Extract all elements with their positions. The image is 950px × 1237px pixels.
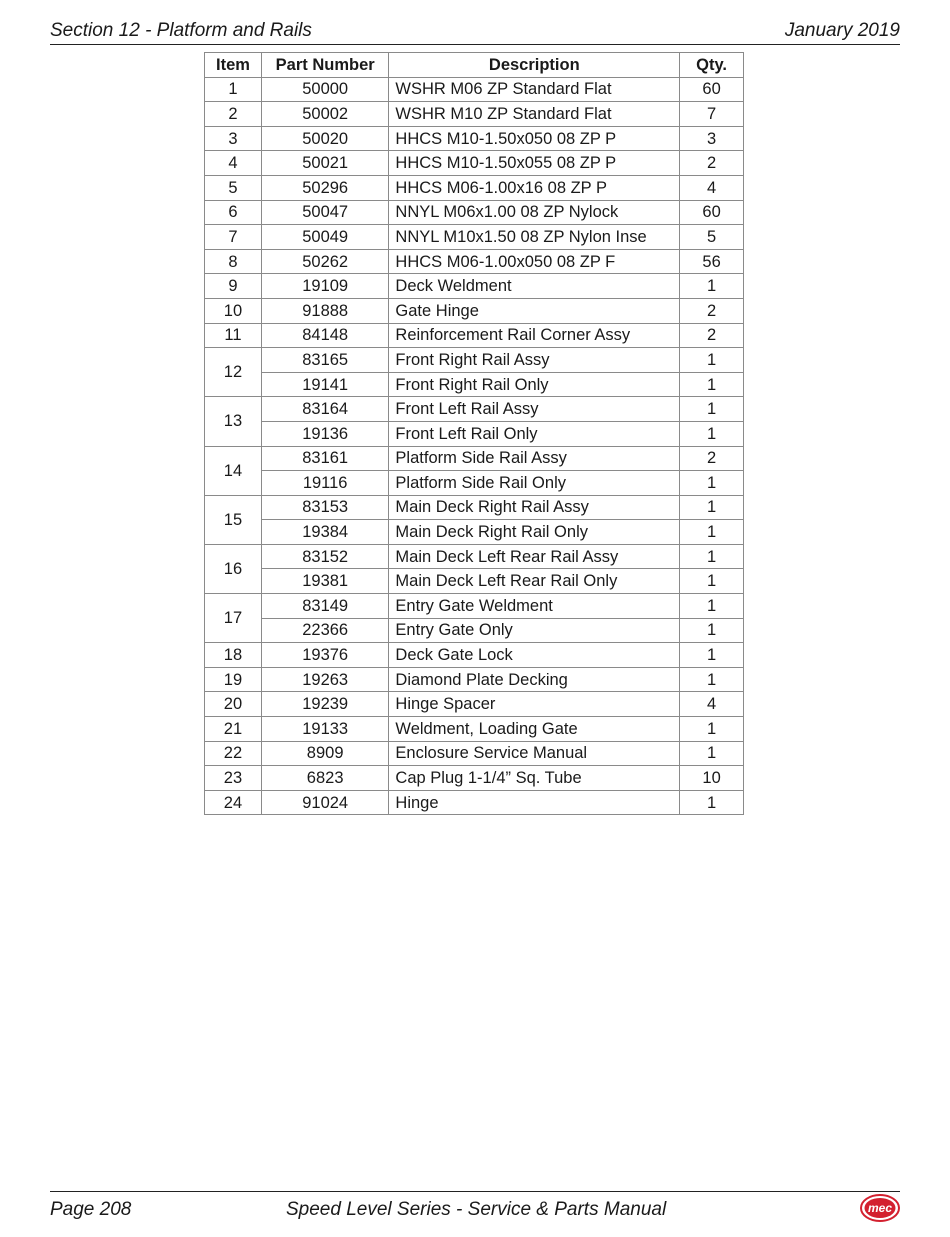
item-number-cell: 22 (205, 741, 262, 766)
quantity-cell: 4 (680, 175, 744, 200)
description-cell: Main Deck Left Rear Rail Assy (389, 544, 680, 569)
description-cell: NNYL M06x1.00 08 ZP Nylock (389, 200, 680, 225)
quantity-cell: 7 (680, 102, 744, 127)
description-cell: Hinge (389, 790, 680, 815)
item-number-cell: 6 (205, 200, 262, 225)
quantity-cell: 1 (680, 348, 744, 373)
table-row (205, 594, 744, 619)
part-number-cell: 91024 (261, 790, 389, 815)
quantity-cell: 4 (680, 692, 744, 717)
part-number-cell: 84148 (261, 323, 389, 348)
part-number-cell: 19116 (261, 471, 389, 496)
table-row (205, 618, 744, 643)
item-number-cell: 4 (205, 151, 262, 176)
part-number-cell: 19384 (261, 520, 389, 545)
item-number-cell: 17 (205, 594, 262, 643)
quantity-cell: 1 (680, 741, 744, 766)
quantity-cell: 1 (680, 372, 744, 397)
quantity-cell: 1 (680, 471, 744, 496)
item-number-cell: 24 (205, 790, 262, 815)
quantity-cell: 1 (680, 643, 744, 668)
item-number-cell: 10 (205, 298, 262, 323)
part-number-cell: 50002 (261, 102, 389, 127)
table-row (205, 249, 744, 274)
table-row (205, 495, 744, 520)
table-row (205, 200, 744, 225)
description-cell: Entry Gate Only (389, 618, 680, 643)
description-cell: HHCS M10-1.50x055 08 ZP P (389, 151, 680, 176)
quantity-cell: 10 (680, 766, 744, 791)
description-cell: Reinforcement Rail Corner Assy (389, 323, 680, 348)
part-number-cell: 50000 (261, 77, 389, 102)
table-row (205, 372, 744, 397)
part-number-cell: 19136 (261, 421, 389, 446)
table-row (205, 77, 744, 102)
table-row (205, 126, 744, 151)
description-cell: Deck Gate Lock (389, 643, 680, 668)
table-row (205, 446, 744, 471)
description-cell: Entry Gate Weldment (389, 594, 680, 619)
description-cell: Front Left Rail Only (389, 421, 680, 446)
description-cell: Weldment, Loading Gate (389, 717, 680, 742)
item-number-cell: 19 (205, 667, 262, 692)
column-header-description: Description (389, 53, 680, 78)
quantity-cell: 2 (680, 151, 744, 176)
part-number-cell: 50021 (261, 151, 389, 176)
part-number-cell: 83161 (261, 446, 389, 471)
description-cell: NNYL M10x1.50 08 ZP Nylon Inse (389, 225, 680, 250)
description-cell: Platform Side Rail Assy (389, 446, 680, 471)
quantity-cell: 1 (680, 790, 744, 815)
item-number-cell: 2 (205, 102, 262, 127)
description-cell: Main Deck Right Rail Only (389, 520, 680, 545)
quantity-cell: 1 (680, 717, 744, 742)
table-row (205, 717, 744, 742)
table-row (205, 397, 744, 422)
item-number-cell: 8 (205, 249, 262, 274)
table-row (205, 323, 744, 348)
item-number-cell: 15 (205, 495, 262, 544)
part-number-cell: 50049 (261, 225, 389, 250)
description-cell: Diamond Plate Decking (389, 667, 680, 692)
description-cell: Front Right Rail Only (389, 372, 680, 397)
table-row (205, 151, 744, 176)
quantity-cell: 1 (680, 397, 744, 422)
part-number-cell: 83149 (261, 594, 389, 619)
part-number-cell: 50020 (261, 126, 389, 151)
quantity-cell: 60 (680, 77, 744, 102)
item-number-cell: 14 (205, 446, 262, 495)
quantity-cell: 3 (680, 126, 744, 151)
mec-logo-icon (860, 1193, 900, 1223)
description-cell: WSHR M06 ZP Standard Flat (389, 77, 680, 102)
parts-table (204, 52, 744, 815)
table-row (205, 348, 744, 373)
description-cell: Main Deck Left Rear Rail Only (389, 569, 680, 594)
description-cell: Main Deck Right Rail Assy (389, 495, 680, 520)
description-cell: HHCS M06-1.00x050 08 ZP F (389, 249, 680, 274)
item-number-cell: 16 (205, 544, 262, 593)
page-number: Page 208 (50, 1199, 132, 1220)
header-date: January 2019 (784, 20, 900, 41)
section-title: Section 12 - Platform and Rails (50, 20, 312, 41)
item-number-cell: 20 (205, 692, 262, 717)
part-number-cell: 19381 (261, 569, 389, 594)
column-header-part-number: Part Number (261, 53, 389, 78)
parts-table-body (205, 77, 744, 815)
description-cell: Platform Side Rail Only (389, 471, 680, 496)
table-row (205, 102, 744, 127)
quantity-cell: 1 (680, 274, 744, 299)
table-row (205, 421, 744, 446)
item-number-cell: 1 (205, 77, 262, 102)
page-footer (50, 1191, 900, 1232)
item-number-cell: 23 (205, 766, 262, 791)
part-number-cell: 50296 (261, 175, 389, 200)
description-cell: Cap Plug 1-1/4” Sq. Tube (389, 766, 680, 791)
table-row (205, 692, 744, 717)
table-row (205, 643, 744, 668)
part-number-cell: 19239 (261, 692, 389, 717)
quantity-cell: 1 (680, 569, 744, 594)
part-number-cell: 19141 (261, 372, 389, 397)
description-cell: Hinge Spacer (389, 692, 680, 717)
table-row (205, 274, 744, 299)
column-header-qty: Qty. (680, 53, 744, 78)
table-row (205, 225, 744, 250)
quantity-cell: 5 (680, 225, 744, 250)
quantity-cell: 1 (680, 520, 744, 545)
header-row (205, 53, 744, 78)
table-row (205, 569, 744, 594)
item-number-cell: 12 (205, 348, 262, 397)
description-cell: Enclosure Service Manual (389, 741, 680, 766)
table-row (205, 790, 744, 815)
part-number-cell: 22366 (261, 618, 389, 643)
item-number-cell: 9 (205, 274, 262, 299)
item-number-cell: 5 (205, 175, 262, 200)
description-cell: Gate Hinge (389, 298, 680, 323)
quantity-cell: 2 (680, 323, 744, 348)
item-number-cell: 3 (205, 126, 262, 151)
quantity-cell: 1 (680, 421, 744, 446)
description-cell: HHCS M10-1.50x050 08 ZP P (389, 126, 680, 151)
table-row (205, 520, 744, 545)
table-row (205, 471, 744, 496)
part-number-cell: 91888 (261, 298, 389, 323)
item-number-cell: 13 (205, 397, 262, 446)
quantity-cell: 56 (680, 249, 744, 274)
part-number-cell: 83164 (261, 397, 389, 422)
quantity-cell: 2 (680, 446, 744, 471)
table-row (205, 298, 744, 323)
part-number-cell: 50262 (261, 249, 389, 274)
part-number-cell: 6823 (261, 766, 389, 791)
description-cell: WSHR M10 ZP Standard Flat (389, 102, 680, 127)
quantity-cell: 1 (680, 594, 744, 619)
quantity-cell: 2 (680, 298, 744, 323)
description-cell: HHCS M06-1.00x16 08 ZP P (389, 175, 680, 200)
quantity-cell: 1 (680, 618, 744, 643)
table-row (205, 544, 744, 569)
description-cell: Front Right Rail Assy (389, 348, 680, 373)
quantity-cell: 1 (680, 667, 744, 692)
item-number-cell: 18 (205, 643, 262, 668)
part-number-cell: 19263 (261, 667, 389, 692)
parts-table-header (205, 53, 744, 78)
table-row (205, 175, 744, 200)
part-number-cell: 50047 (261, 200, 389, 225)
table-row (205, 667, 744, 692)
part-number-cell: 8909 (261, 741, 389, 766)
table-row (205, 741, 744, 766)
part-number-cell: 19109 (261, 274, 389, 299)
item-number-cell: 21 (205, 717, 262, 742)
item-number-cell: 11 (205, 323, 262, 348)
item-number-cell: 7 (205, 225, 262, 250)
quantity-cell: 1 (680, 544, 744, 569)
table-row (205, 766, 744, 791)
part-number-cell: 19133 (261, 717, 389, 742)
quantity-cell: 1 (680, 495, 744, 520)
description-cell: Front Left Rail Assy (389, 397, 680, 422)
part-number-cell: 83152 (261, 544, 389, 569)
description-cell: Deck Weldment (389, 274, 680, 299)
part-number-cell: 19376 (261, 643, 389, 668)
quantity-cell: 60 (680, 200, 744, 225)
part-number-cell: 83165 (261, 348, 389, 373)
part-number-cell: 83153 (261, 495, 389, 520)
page-header (50, 18, 900, 45)
manual-title: Speed Level Series - Service & Parts Manual (286, 1199, 667, 1220)
logo-text: mec (867, 1201, 893, 1215)
column-header-item: Item (205, 53, 262, 78)
